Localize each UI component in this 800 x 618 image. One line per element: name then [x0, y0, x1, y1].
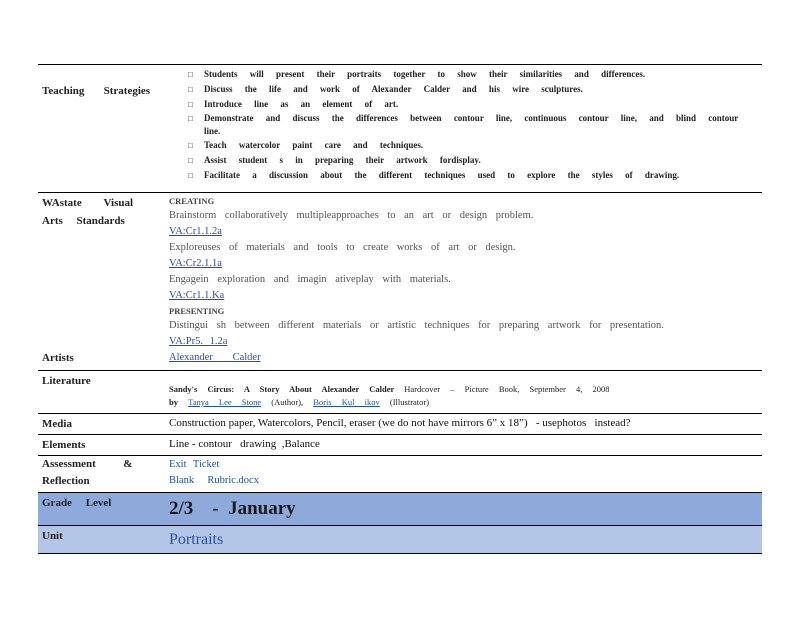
checkbox-icon: □: [188, 171, 193, 180]
book-title: Sandy's Circus: A Story About Alexander Calder: [169, 384, 395, 394]
literature-label: Literature: [42, 375, 91, 387]
media-row: [38, 414, 762, 435]
checkbox-icon: □: [188, 114, 193, 123]
grade-row: [38, 493, 762, 526]
unit-label: Unit: [42, 530, 63, 542]
strategies-list: [188, 65, 762, 183]
literature-content: [169, 371, 762, 409]
book-title-line: [169, 383, 762, 396]
standard-text: Exploreuses of materials and tools to create works of art or design.: [169, 242, 516, 253]
standard-code-link[interactable]: VA:Cr2.1.1a: [169, 258, 222, 269]
checkbox-icon: □: [188, 100, 193, 109]
list-item: □ Demonstrate and discuss the differences between contour line, continuous contour line, and blind contour line.: [188, 113, 739, 136]
standard-code-link[interactable]: VA:Pr5. 1.2a: [169, 336, 228, 347]
strategies-label: Teaching Strategies: [42, 85, 151, 97]
checkbox-icon: □: [188, 70, 193, 79]
book-credits-line: [169, 396, 762, 409]
checkbox-icon: □: [188, 141, 193, 150]
exit-ticket-link[interactable]: Exit Ticket: [169, 459, 220, 470]
list-item: □ Discuss the life and work of Alexander Calder and his wire sculptures.: [188, 82, 762, 97]
book-format: Hardcover: [404, 384, 441, 394]
standards-content: [169, 193, 762, 366]
unit-value: Portraits: [169, 531, 224, 548]
strategies-row: [38, 65, 762, 193]
lesson-plan-table: [38, 64, 762, 554]
standard-code-link[interactable]: VA:Cr1.1.Ka: [169, 290, 225, 301]
standard-text: Engagein exploration and imagin ativeplay with materials.: [169, 274, 451, 285]
rubric-link[interactable]: Blank Rubric.docx: [169, 475, 259, 486]
list-item: □ Introduce line as an element of art.: [188, 97, 762, 112]
list-item: □ Facilitate a discussion about the different techniques used to explore the styles of drawing.: [188, 168, 762, 183]
creating-heading: CREATING: [169, 196, 215, 206]
standards-row: [38, 193, 762, 371]
illustrator-link[interactable]: Boris Kul ikov: [313, 397, 380, 407]
elements-value: Line - contour drawing ,Balance: [169, 438, 320, 450]
media-label: Media: [42, 418, 72, 430]
artists-label: Artists: [42, 352, 74, 364]
illustrator-role: (Illustrator): [389, 397, 430, 407]
literature-row: [38, 371, 762, 414]
assessment-row: [38, 456, 762, 493]
presenting-heading: PRESENTING: [169, 306, 225, 316]
checkbox-icon: □: [188, 85, 193, 94]
by-text: by: [169, 397, 178, 407]
standard-text: Brainstorm collaboratively multipleapproaches to an art or design problem.: [169, 210, 534, 221]
author-role: (Author),: [271, 397, 304, 407]
grade-label: Grade Level: [42, 497, 112, 509]
list-item: □ Teach watercolor paint care and techniques.: [188, 138, 762, 153]
grade-value: 2/3 - January: [169, 498, 296, 519]
media-value: Construction paper, Watercolors, Pencil, eraser (we do not have mirrors 6” x 18”) - usephotos instead?: [169, 417, 631, 429]
standard-code-link[interactable]: VA:Cr1.1.2a: [169, 226, 222, 237]
standard-text: Distingui sh between different materials or artistic techniques for preparing artwork for presentation.: [169, 320, 664, 331]
author-link[interactable]: Tanya Lee Stone: [188, 397, 262, 407]
list-item: □ Students will present their portraits together to show their similarities and differences.: [188, 67, 762, 82]
artist-link[interactable]: Alexander Calder: [169, 352, 261, 363]
standards-label: WAstate Visual Arts Standards: [42, 197, 134, 227]
checkbox-icon: □: [188, 156, 193, 165]
unit-row: [38, 526, 762, 553]
elements-row: [38, 435, 762, 456]
list-item: □ Assist student s in preparing their artwork fordisplay.: [188, 153, 762, 168]
assessment-label: Assessment & Reflection: [42, 458, 133, 487]
book-type: – Picture Book, September 4, 2008: [450, 384, 610, 394]
elements-label: Elements: [42, 439, 86, 451]
